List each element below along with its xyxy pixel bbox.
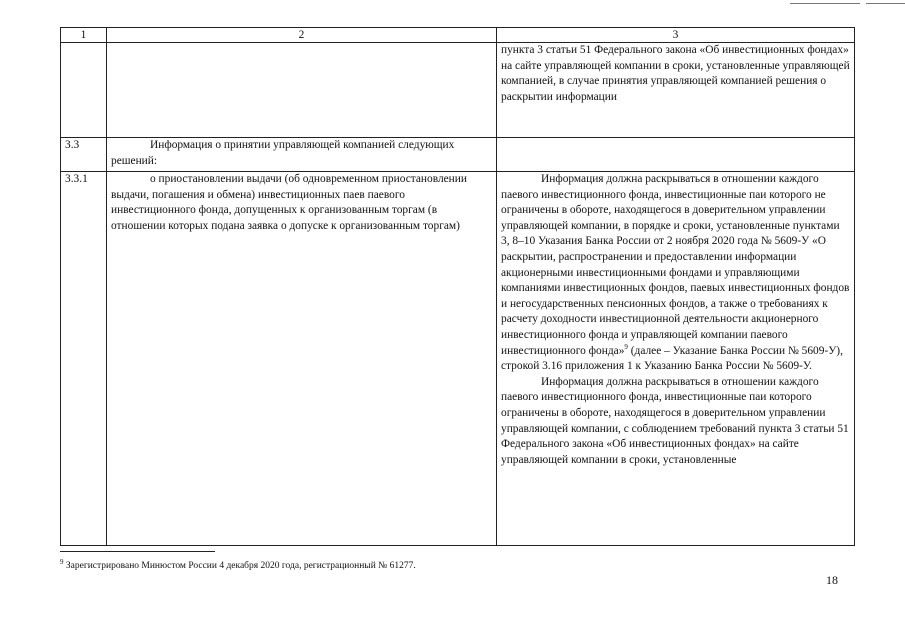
row-disclosure-text (497, 138, 855, 172)
table-row (61, 43, 855, 138)
table-row (61, 172, 855, 546)
disclosure-paragraph-1: Информация должна раскрываться в отношении каждого паевого инвестиционного фонда, инвестиционные паи которого не ограничены в обороте, находящегося в доверительном управлении управляющей компании, в порядке и сроки, установленные пунктами 3, 8–10 Указания Банка России от 2 ноября 2020 года № 5609-У «О раскрытии, распространении и предоставлении информации акционерными инвестиционными фондами и управляющими компаниями инвестиционных фондов, паевых инвестиционных фондов и негосударственных пенсионных фондов, а также о требованиях к расчету доходности инвестиционной деятельности акционерного инвестиционного фонда и управляющей компании паевого инвестиционного фонда»$^9$ (далее – Указание Банка России № 5609-У), строкой 3.16 приложения 1 к Указанию Банка России № 5609-У. (501, 173, 850, 373)
footnote-text: Зарегистрировано Минюстом России 4 декабря 2020 года, регистрационный № 61277. (63, 561, 416, 571)
row-number: 3.3 (61, 138, 107, 172)
top-rule-right (866, 3, 905, 4)
disclosure-paragraph-2: Информация должна раскрываться в отношении каждого паевого инвестиционного фонда, инвестиционные паи которого ограничены в обороте, находящегося в доверительном управлении управляющей компании, с соблюдением требований пункта 3 статьи 51 Федерального закона «Об инвестиционных фондах» на сайте управляющей компании в сроки, установленные (501, 375, 849, 466)
footnote-divider (60, 551, 215, 552)
row-item-text: о приостановлении выдачи (об одновременном приостановлении выдачи, погашения и обмена) инвестиционных паев паевого инвестиционного фонда, допущенных к организованным торгам (в отношении которых подана заявка о допуске к организованным торгам) (107, 172, 497, 546)
row-disclosure-text: пункта 3 статьи 51 Федерального закона «Об инвестиционных фондах» на сайте управляющей компании в сроки, установленные управляющей компанией, в случае принятия управляющей компанией решения о раскрытии информации (497, 43, 855, 138)
top-rule-left (790, 3, 860, 4)
header-col-2: 2 (107, 28, 497, 43)
row-number: 3.3.1 (61, 172, 107, 546)
header-col-3: 3 (497, 28, 855, 43)
page-number: 18 (826, 573, 838, 587)
row-disclosure-text (497, 172, 855, 546)
row-number (61, 43, 107, 138)
document-table (60, 27, 855, 546)
table-header-row (61, 28, 855, 43)
row-item-text (107, 43, 497, 138)
footnote (60, 557, 416, 572)
header-col-1: 1 (61, 28, 107, 43)
row-item-text: Информация о принятии управляющей компанией следующих решений: (107, 138, 497, 172)
footnote-mark: 9 (60, 557, 64, 566)
footnote-reference: 9 (624, 342, 628, 351)
table-row (61, 138, 855, 172)
